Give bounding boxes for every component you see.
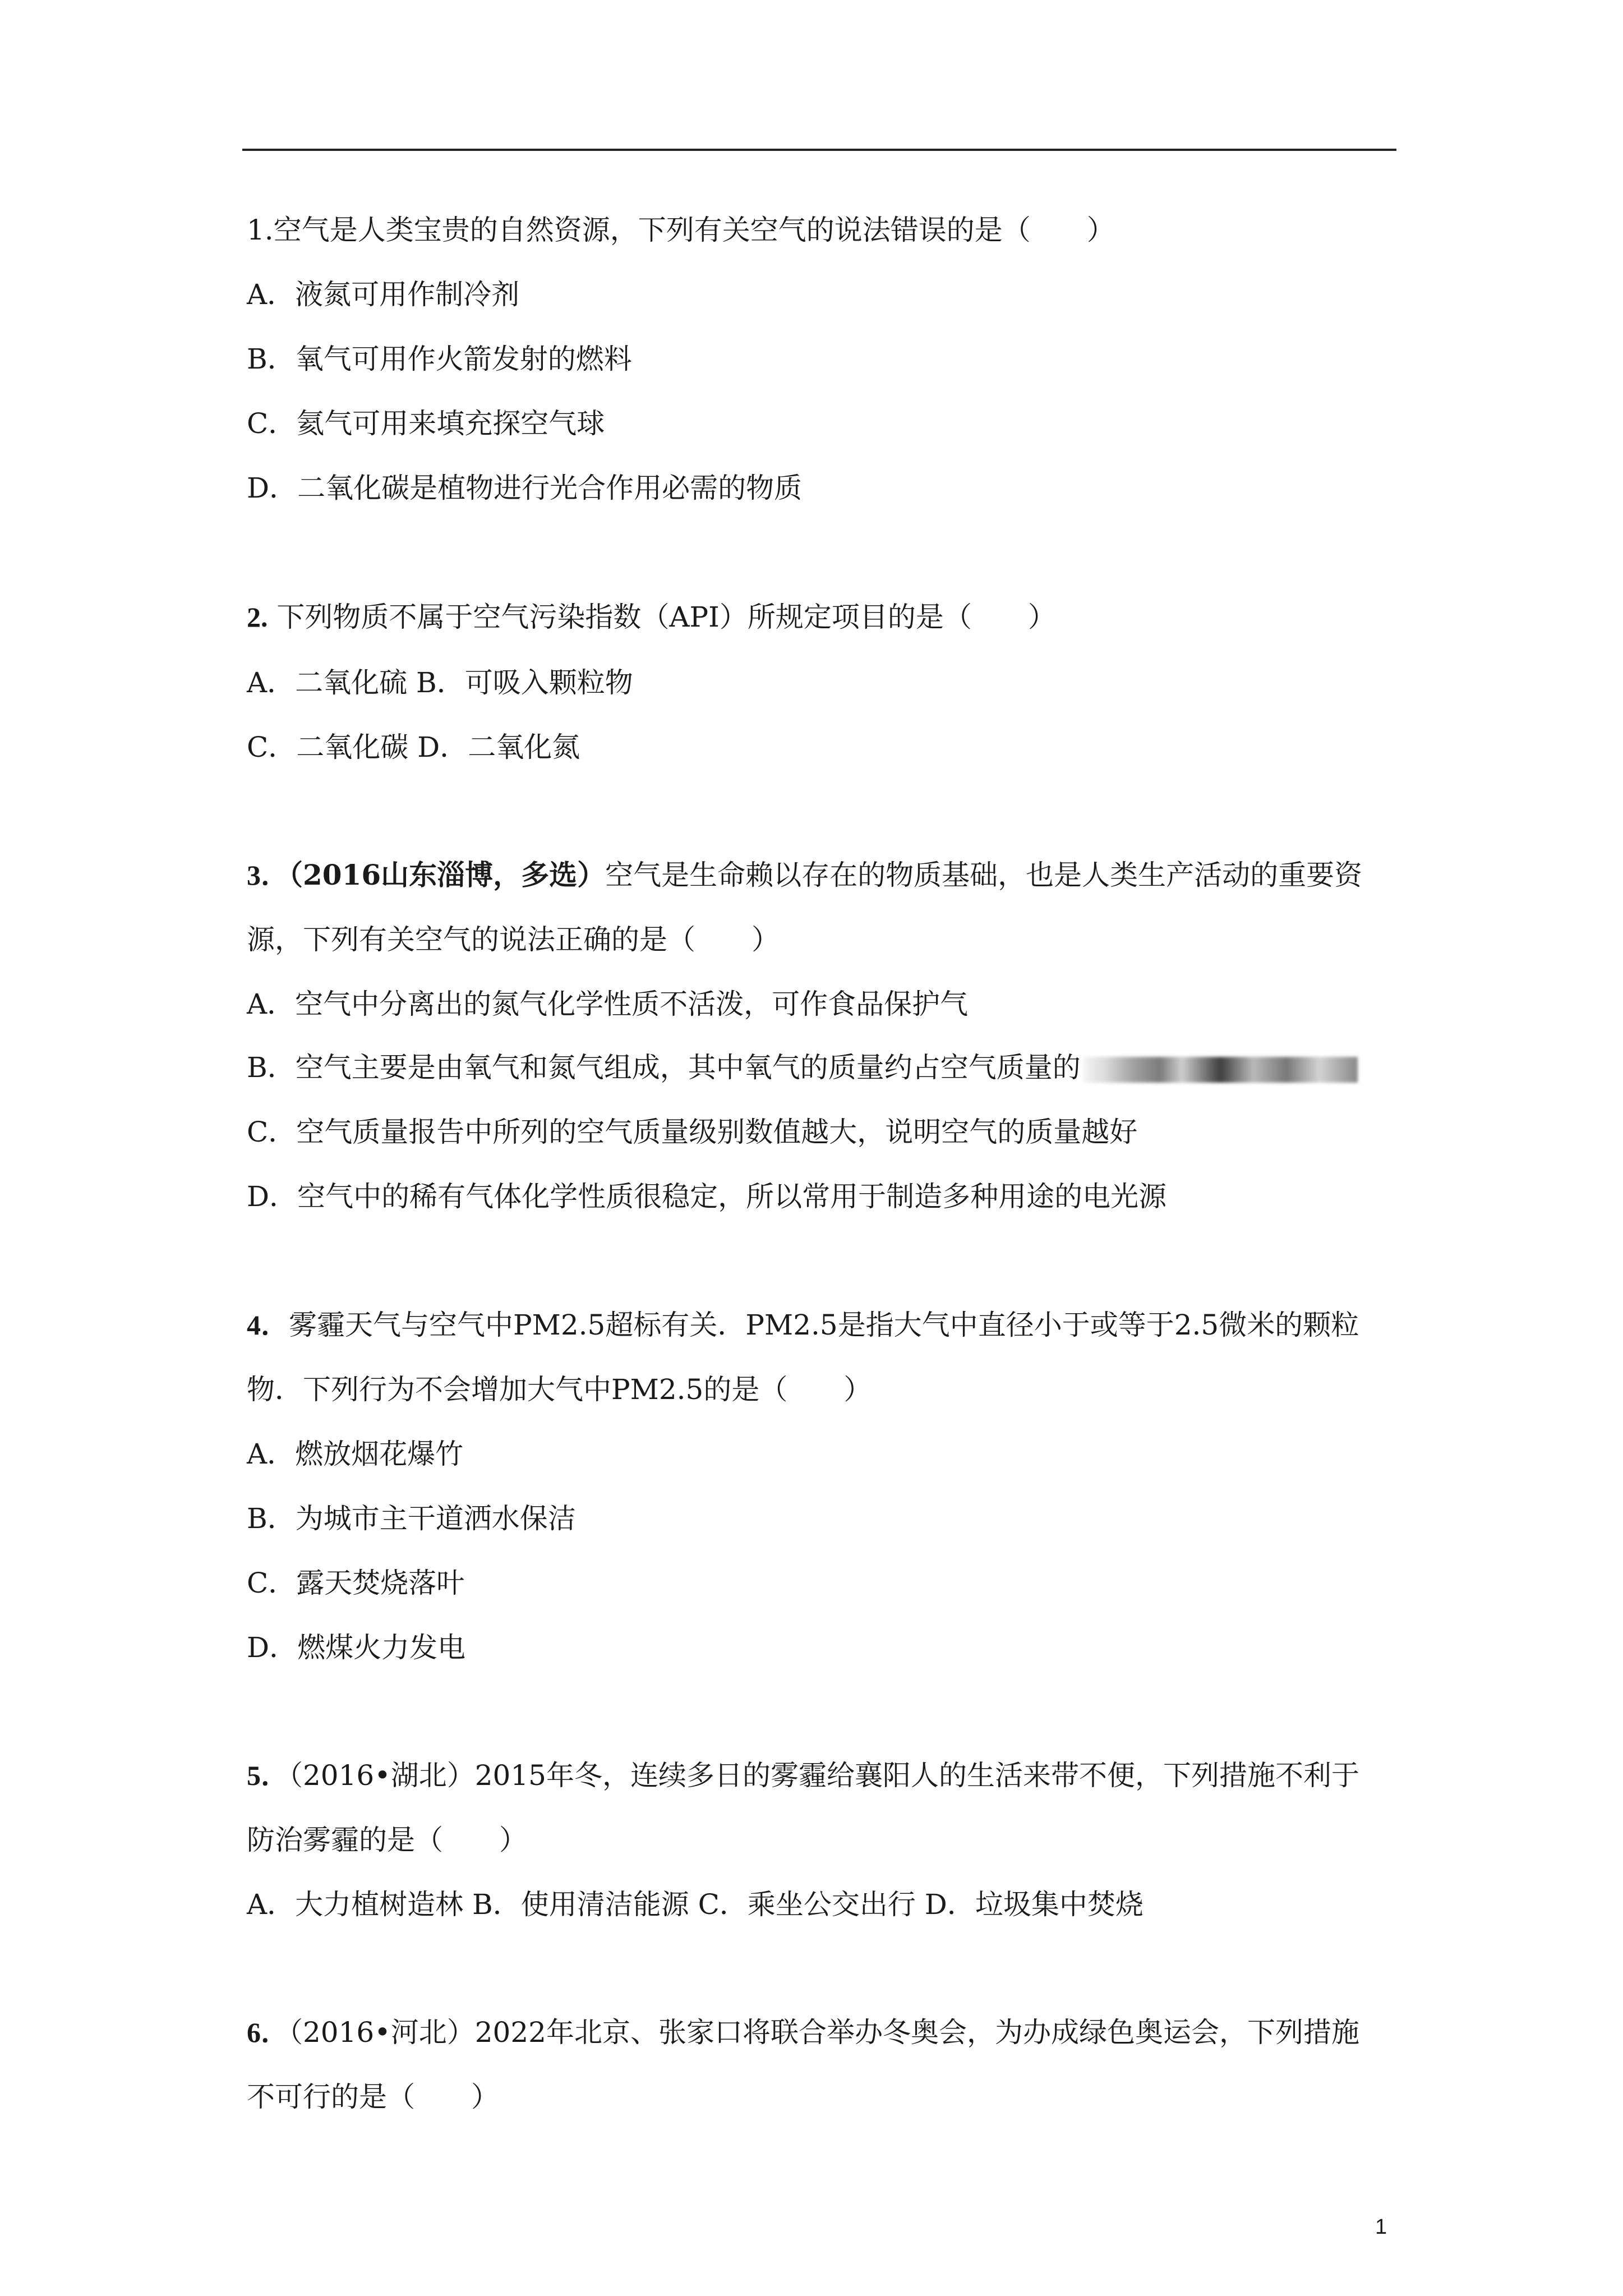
question-3-option-d: D．空气中的稀有气体化学性质很稳定，所以常用于制造多种用途的电光源 xyxy=(247,1180,1167,1213)
question-6-stem-line-1 xyxy=(247,2016,1359,2049)
question-5-stem-line-2: 防治雾霾的是（ ） xyxy=(247,1824,527,1856)
question-5-stem-text-1: （2016•湖北）2015年冬，连续多日的雾霾给襄阳人的生活来带不便，下列措施不利于 xyxy=(289,1759,1359,1792)
question-2-option-row-2: C．二氧化碳 D．二氧化氮 xyxy=(247,731,580,763)
question-3-option-a: A．空气中分离出的氮气化学性质不活泼，可作食品保护气 xyxy=(247,988,969,1020)
question-3-stem-line-1 xyxy=(247,858,1362,892)
question-2-stem xyxy=(247,600,1056,634)
question-4-option-d: D．燃煤火力发电 xyxy=(247,1631,466,1664)
question-4-stem-line-2: 物．下列行为不会增加大气中PM2.5的是（ ） xyxy=(247,1373,872,1406)
question-4-option-a: A．燃放烟花爆竹 xyxy=(247,1438,464,1470)
header-rule xyxy=(242,149,1396,151)
question-2-stem-text: 下列物质不属于空气污染指数（API）所规定项目的是（ ） xyxy=(268,601,1056,633)
question-2-option-row-1: A．二氧化硫 B．可吸入颗粒物 xyxy=(247,666,633,699)
question-4-stem-text-1: 雾霾天气与空气中PM2.5超标有关．PM2.5是指大气中直径小于或等于2.5微米的颗粒 xyxy=(289,1309,1359,1341)
question-1-stem xyxy=(247,213,1115,247)
question-1-option-a: A．液氮可用作制冷剂 xyxy=(247,278,520,311)
question-1-option-c: C．氦气可用来填充探空气球 xyxy=(247,407,605,440)
question-4-stem-line-1 xyxy=(247,1308,1359,1342)
question-1-option-b: B．氧气可用作火箭发射的燃料 xyxy=(247,343,632,375)
question-6-number: 6． xyxy=(247,2017,289,2048)
question-5-stem-line-1 xyxy=(247,1759,1359,1792)
question-3-number: 3． xyxy=(247,859,289,891)
blurred-fraction-image xyxy=(1083,1057,1358,1083)
question-4-number: 4． xyxy=(247,1309,289,1341)
page-number: 1 xyxy=(1375,2215,1387,2239)
question-3-option-b-text: B．空气主要是由氧气和氮气组成，其中氧气的质量约占空气质量的 xyxy=(247,1051,1081,1084)
question-1-stem-text: 1.空气是人类宝贵的自然资源，下列有关空气的说法错误的是（ ） xyxy=(247,214,1115,246)
question-5-number: 5． xyxy=(247,1760,289,1791)
question-3-option-c: C．空气质量报告中所列的空气质量级别数值越大，说明空气的质量越好 xyxy=(247,1116,1138,1148)
question-4-option-b: B．为城市主干道洒水保洁 xyxy=(247,1502,576,1535)
question-5-options-row: A．大力植树造林 B．使用清洁能源 C．乘坐公交出行 D．垃圾集中焚烧 xyxy=(247,1888,1144,1921)
question-6-stem-text-1: （2016•河北）2022年北京、张家口将联合举办冬奥会，为办成绿色奥运会，下列措施 xyxy=(289,2016,1359,2049)
question-1-option-d: D．二氧化碳是植物进行光合作用必需的物质 xyxy=(247,472,803,504)
question-2-number: 2. xyxy=(247,601,268,633)
question-3-option-b xyxy=(247,1051,1358,1084)
question-3-stem-text-1: 空气是生命赖以存在的物质基础，也是人类生产活动的重要资 xyxy=(605,859,1363,891)
question-3-stem-line-2: 源，下列有关空气的说法正确的是（ ） xyxy=(247,923,780,956)
question-3-source-tag: （2016山东淄博，多选） xyxy=(289,858,606,891)
question-4-option-c: C．露天焚烧落叶 xyxy=(247,1567,465,1599)
question-6-stem-line-2: 不可行的是（ ） xyxy=(247,2081,499,2113)
